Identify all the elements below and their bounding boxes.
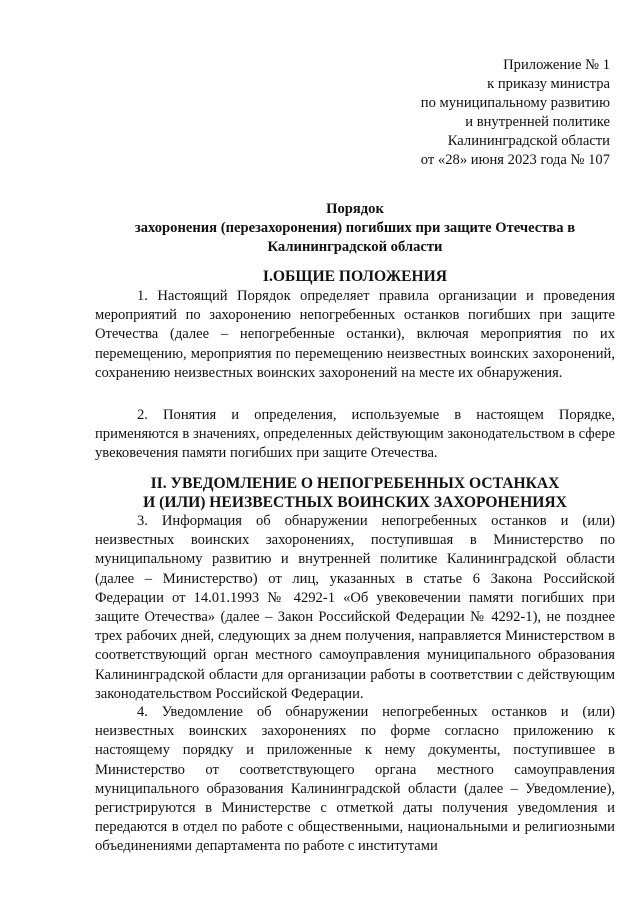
paragraph-1: 1. Настоящий Порядок определяет правила организации и проведения мероприятий по захоронению непогребенных останков погибших при защите Отечества (далее – непогребенные останки), включая мероприятия по их перемещению, мероприятия по перемещению неизвестных воинских захоронений, сохранению неизвестных воинских захоронений на месте их обнаружения. — [95, 288, 615, 381]
appendix-header — [360, 56, 610, 170]
paragraph-4: 4. Уведомление об обнаружении непогребенных останков и (или) неизвестных воинских захоронениях по форме согласно приложению к настоящему порядку и приложенные к нему документы, поступившее в Министерство от соответствующего органа местного самоуправления муниципального образования Калининградской области (далее – Уведомление), регистрируются в Министерстве с отметкой даты получения уведомления и передаются в отдел по работе с общественными, национальными и религиозными объединениями департамента по работе с институтами — [95, 704, 615, 855]
section-2-heading-line: II. УВЕДОМЛЕНИЕ О НЕПОГРЕБЕННЫХ ОСТАНКАХ — [150, 475, 560, 492]
title-line: Порядок — [326, 201, 384, 217]
appendix-line: к приказу министра — [487, 76, 610, 92]
paragraph-3: 3. Информация об обнаружении непогребенных останков и (или) неизвестных воинских захоронениях, поступившая в Министерство по муниципальному развитию и внутренней политике Калининградской области (далее – Министерство) от лиц, указанных в статье 6 Закона Российской Федерации от 14.01.1993 № 4292-1 «Об увековечении памяти погибших при защите Отечества» (далее – Закон Российской Федерации № 4292-1), не позднее трех рабочих дней, следующих за днем получения, направляется Министерством в соответствующий орган местного самоуправления муниципального образования Калининградской области для организации работы в соответствии с действующим законодательством Российской Федерации. — [95, 513, 615, 702]
appendix-line: Приложение № 1 — [503, 57, 610, 73]
appendix-line: от «28» июня 2023 года № 107 — [420, 152, 610, 168]
section-2-heading-line: И (ИЛИ) НЕИЗВЕСТНЫХ ВОИНСКИХ ЗАХОРОНЕНИЯХ — [143, 494, 567, 511]
paragraph-2: 2. Понятия и определения, используемые в настоящем Порядке, применяются в значениях, определенных действующим законодательством в сфере увековечения памяти погибших при защите Отечества. — [95, 407, 615, 462]
title-line: Калининградской области — [267, 239, 443, 255]
appendix-line: Калининградской области — [447, 133, 610, 149]
appendix-line: и внутренней политике — [465, 114, 610, 130]
section-1-heading: I.ОБЩИЕ ПОЛОЖЕНИЯ — [262, 268, 448, 285]
document-title — [95, 200, 615, 257]
section-2-heading — [95, 474, 615, 512]
title-line: захоронения (перезахоронения) погибших при защите Отечества в — [134, 220, 576, 236]
appendix-line: по муниципальному развитию — [420, 95, 610, 111]
